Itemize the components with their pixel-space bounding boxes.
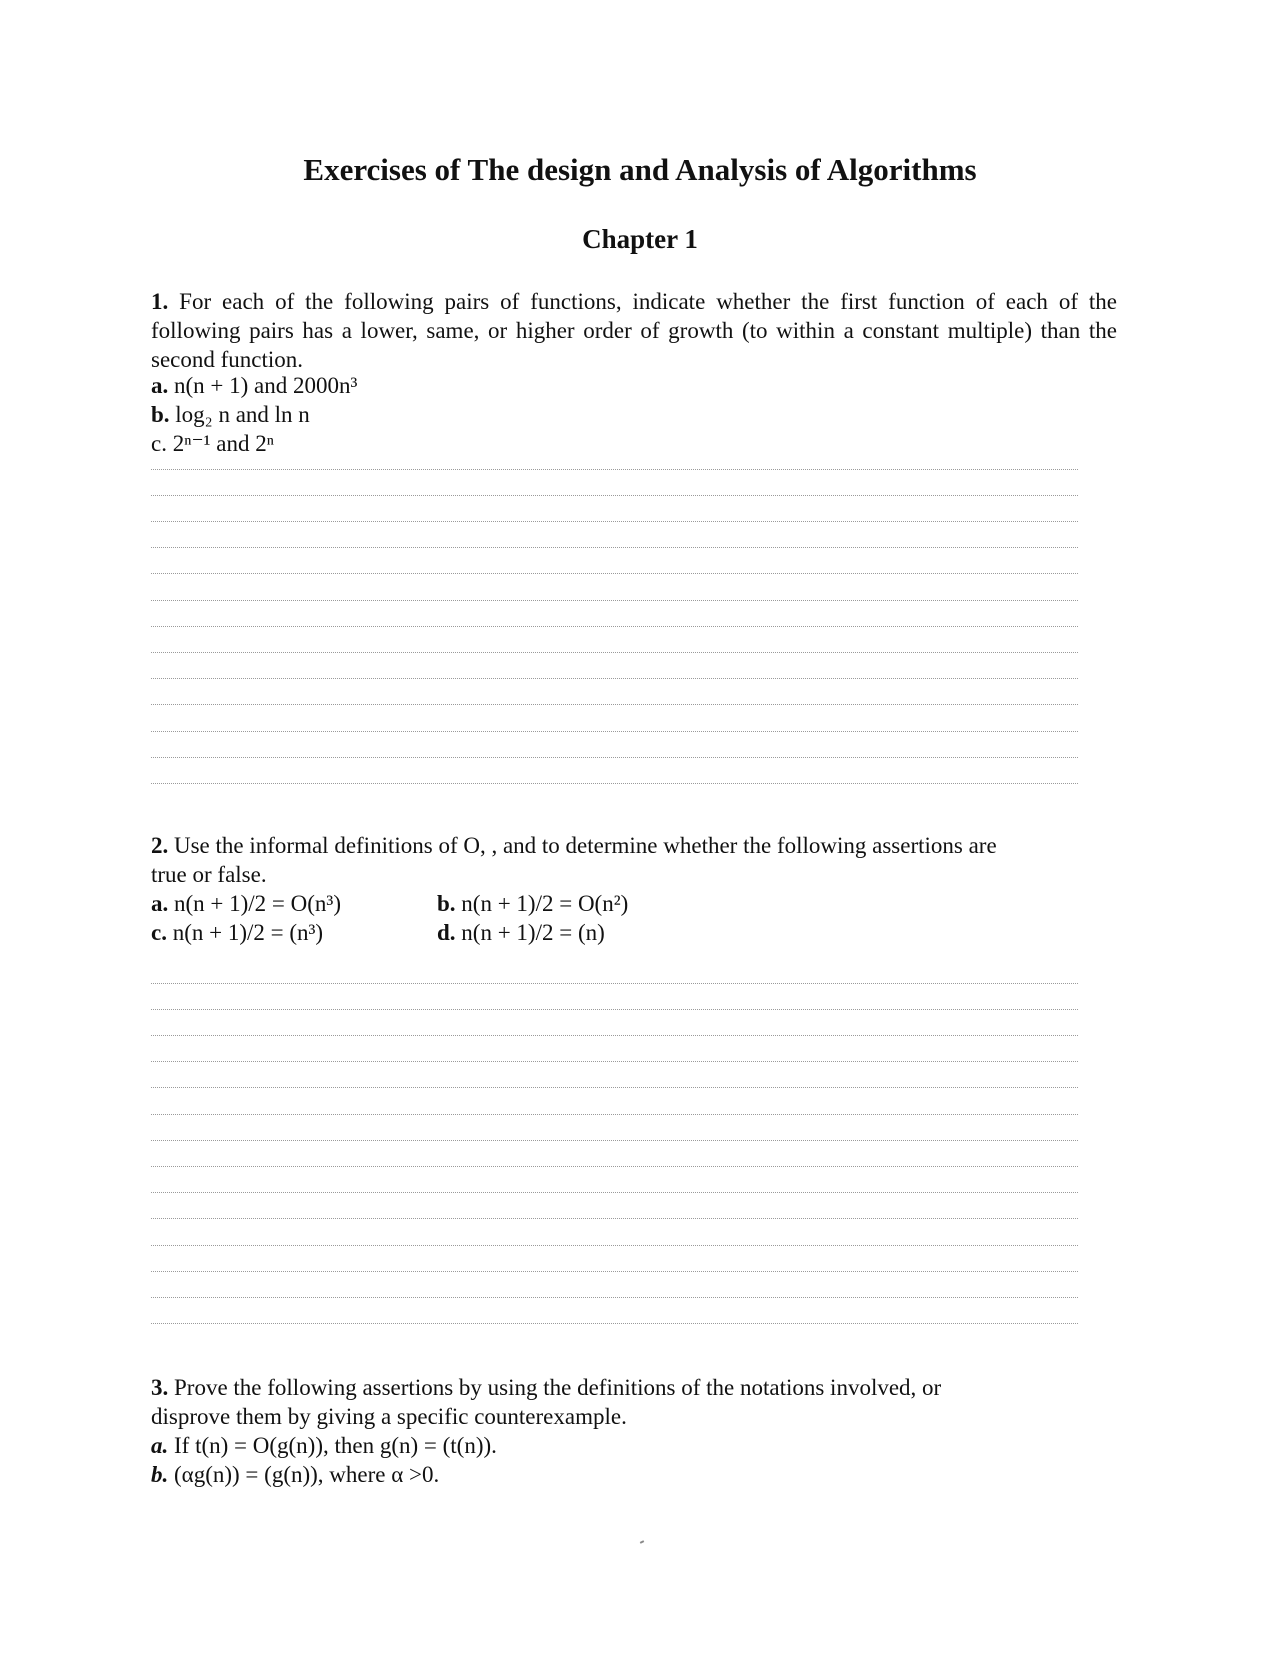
item-c: c. 2ⁿ⁻¹ and 2ⁿ xyxy=(151,431,274,456)
answer-line xyxy=(151,783,1078,784)
item-c: c. n(n + 1)/2 = (n³) xyxy=(151,920,324,945)
question-number: 2. xyxy=(151,833,169,858)
answer-line xyxy=(151,652,1078,653)
page-title: Exercises of The design and Analysis of Algorithms xyxy=(303,152,977,187)
answer-line xyxy=(151,1035,1078,1036)
item-a: a. n(n + 1)/2 = O(n³) xyxy=(151,891,341,916)
item-a: a. n(n + 1) and 2000n³ xyxy=(151,373,358,398)
chapter-heading: Chapter 1 xyxy=(582,224,698,254)
answer-line xyxy=(151,1087,1078,1088)
answer-line xyxy=(151,1061,1078,1062)
answer-line xyxy=(151,600,1078,601)
question-number: 1. xyxy=(151,289,169,314)
answer-line xyxy=(151,678,1078,679)
answer-line xyxy=(151,731,1078,732)
answer-line xyxy=(151,1297,1078,1298)
question-3 xyxy=(151,1373,1117,1489)
question-text: Prove the following assertions by using the definitions of the notations involved, or xyxy=(174,1375,942,1400)
question-number: 3. xyxy=(151,1375,169,1400)
answer-line xyxy=(151,626,1078,627)
answer-line xyxy=(151,547,1078,548)
item-b: b. log₂ n and ln n xyxy=(151,402,310,427)
question-2-left-items xyxy=(151,889,341,947)
answer-line xyxy=(151,1192,1078,1193)
item-d: d. n(n + 1)/2 = (n) xyxy=(437,920,605,945)
answer-line xyxy=(151,1245,1078,1246)
question-text-cont: disprove them by giving a specific counterexample. xyxy=(151,1404,627,1429)
answer-line xyxy=(151,495,1078,496)
answer-line xyxy=(151,1009,1078,1010)
item-b: b. n(n + 1)/2 = O(n²) xyxy=(437,891,629,916)
answer-line xyxy=(151,1271,1078,1272)
question-2-right-items xyxy=(437,889,628,947)
question-text-cont: true or false. xyxy=(151,862,267,887)
item-b: b. (αg(n)) = (g(n)), where α >0. xyxy=(151,1462,440,1487)
stray-mark xyxy=(640,1540,644,1544)
answer-line xyxy=(151,521,1078,522)
answer-line xyxy=(151,1114,1078,1115)
answer-line xyxy=(151,1323,1078,1324)
answer-line xyxy=(151,1140,1078,1141)
question-1-items xyxy=(151,371,1117,458)
question-text: Use the informal definitions of O, , and to determine whether the following assertions are xyxy=(174,833,997,858)
answer-line xyxy=(151,1166,1078,1167)
question-1 xyxy=(151,287,1117,374)
answer-line xyxy=(151,983,1078,984)
question-2 xyxy=(151,831,1117,889)
answer-line xyxy=(151,757,1078,758)
answer-line xyxy=(151,1218,1078,1219)
answer-line xyxy=(151,704,1078,705)
item-a: a. If t(n) = O(g(n)), then g(n) = (t(n)). xyxy=(151,1433,497,1458)
answer-line xyxy=(151,469,1078,470)
question-text: For each of the following pairs of functions, indicate whether the first function of each of the following pairs has a lower, same, or higher order of growth (to within a constant multiple) than the second function. xyxy=(151,289,1118,372)
answer-line xyxy=(151,573,1078,574)
